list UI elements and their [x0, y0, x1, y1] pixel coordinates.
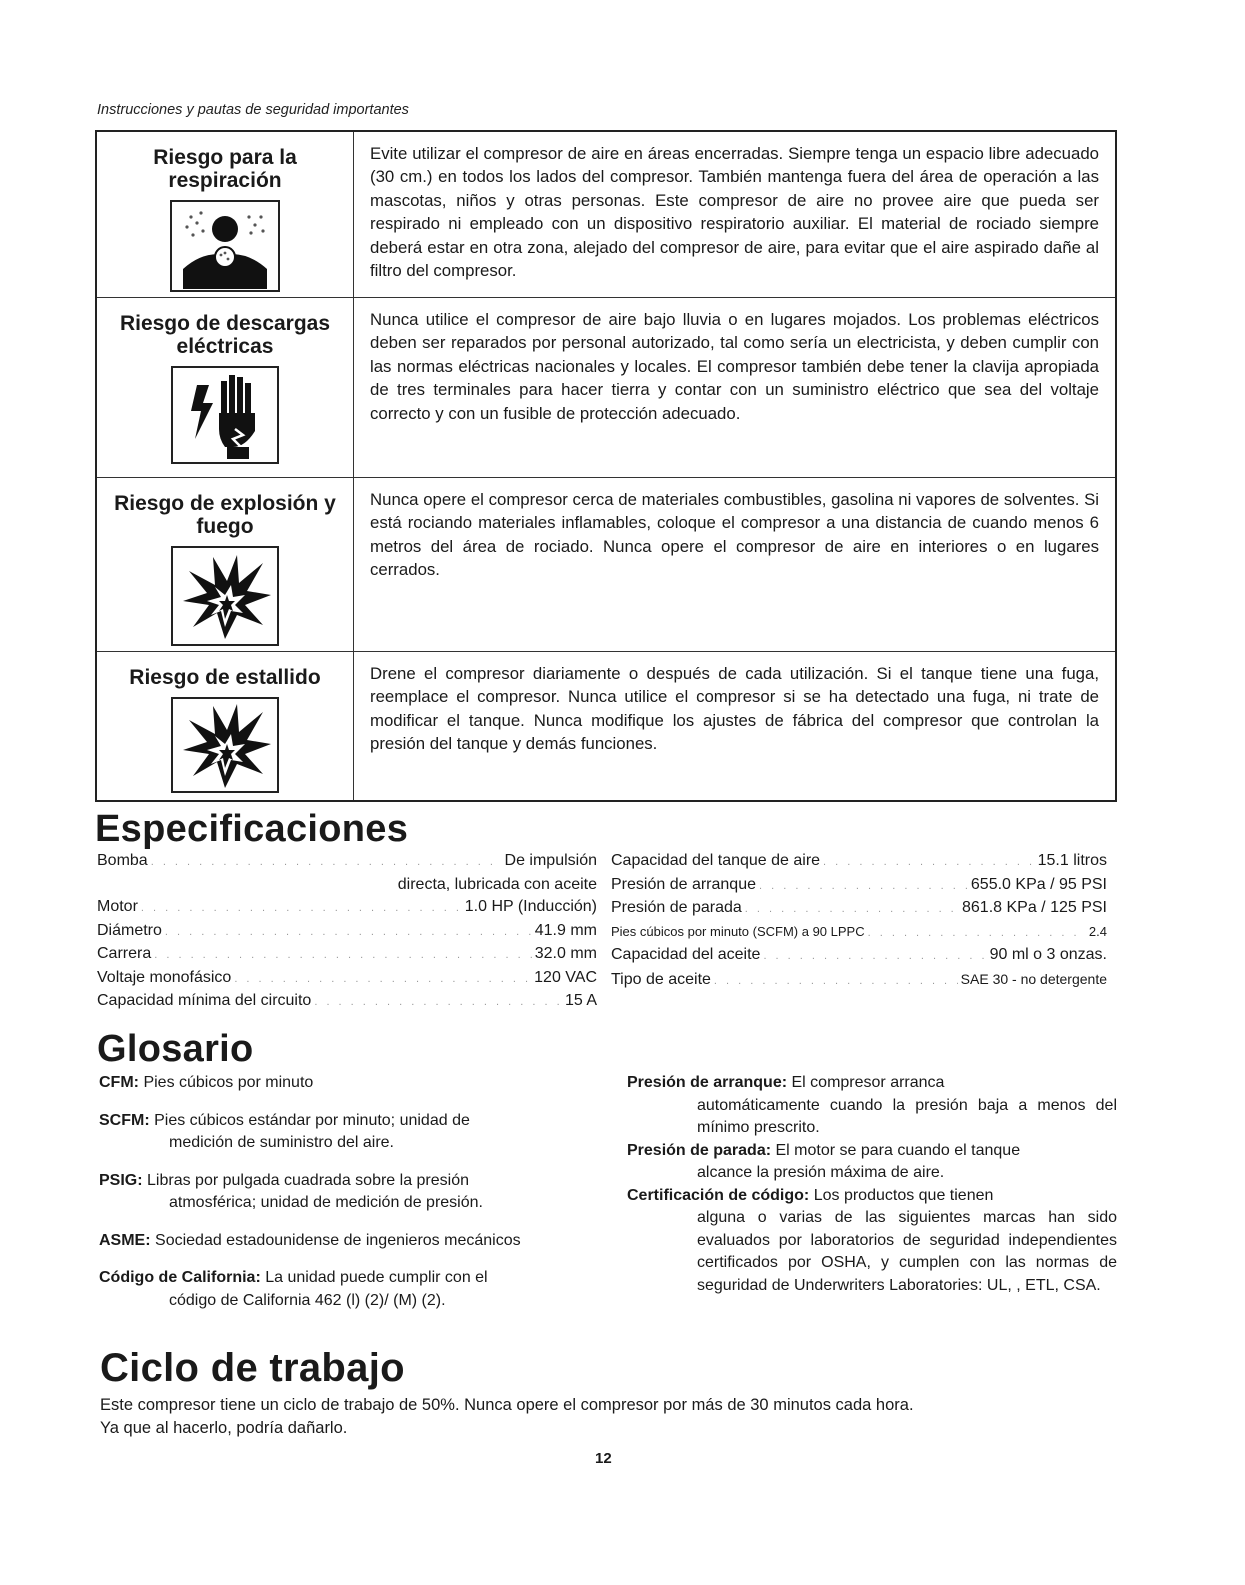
duty-cycle-text: [100, 1394, 1120, 1440]
hazard-row-explosion: [97, 478, 1115, 652]
specs-title: Especificaciones: [95, 808, 409, 850]
hazard-title: Riesgo de descargas eléctricas: [119, 312, 331, 358]
page-number: 12: [595, 1450, 612, 1467]
spec-row: Voltaje monofásico . . . 120 VAC: [97, 967, 597, 991]
hazard-cell-left: [97, 298, 354, 477]
hazard-cell-left: [97, 132, 354, 297]
hazard-row-electric: [97, 298, 1115, 478]
duty-line: Este compresor tiene un ciclo de trabajo de 50%. Nunca opere el compresor por más de 30 minutos cada hora.: [100, 1396, 914, 1414]
hazard-text: Evite utilizar el compresor de aire en áreas encerradas. Siempre tenga un espacio libre adecuado (30 cm.) en todos los lados del compresor. También mantenga fuera del área de operación a las mascotas, niños y otras personas. Este compresor de aire no provee aire que pueda ser respirado ni empleado con un dispositivo respiratorio auxiliar. El material de rociado siempre deberá estar en otra zona, alejado del compresor de aire, para evitar que el aire aspirado dañe al filtro del compresor.: [370, 144, 1099, 281]
glossary-item: Presión de parada: El motor se para cuando el tanque alcance la presión máxima de aire.: [627, 1141, 1021, 1181]
hazard-row-burst: [97, 652, 1115, 800]
glossary-item: SCFM: Pies cúbicos estándar por minuto; unidad de medición de suministro del aire.: [99, 1111, 470, 1151]
spec-row: Capacidad mínima del circuito . . . 15 A: [97, 990, 597, 1014]
spec-row: Tipo de aceite . . . SAE 30 - no detergente: [611, 968, 1107, 993]
glossary-item: Certificación de código: Los productos que tienen alguna o varias de las siguientes marcas han sido evaluados por laboratorios de seguridad independientes certificados por OSHA, y cumplen con las normas de seguridad de Underwriters Laboratories: UL, , ETL, CSA.: [627, 1186, 1117, 1294]
hazard-text: Nunca opere el compresor cerca de materiales combustibles, gasolina ni vapores de solventes. Si está rociando materiales inflamables, coloque el compresor a una distancia de cuando menos 6 metros del área de rociado. Nunca opere el compresor de aire en interiores o en lugares cerrados.: [370, 490, 1099, 580]
glossary-item: CFM: Pies cúbicos por minuto: [99, 1074, 314, 1091]
hazard-cell-left: [97, 652, 354, 800]
spec-row: Presión de parada . . . 861.8 KPa / 125 PSI: [611, 897, 1107, 921]
spec-row: Diámetro . . . 41.9 mm: [97, 920, 597, 944]
explosion-icon: [171, 546, 279, 646]
spec-continuation: directa, lubricada con aceite: [397, 875, 597, 893]
hazard-text: Drene el compresor diariamente o después de cada utilización. Si el tanque tiene una fuga, reemplace el compresor. Nunca utilice el compresor si se ha detectado una fuga, ni trate de modificar el tanque. Nunca modifique los ajustes de fábrica del compresor que controlan la presión del tanque y demás funciones.: [370, 664, 1099, 754]
hazard-row-respiration: [97, 132, 1115, 298]
specs-right-column: [611, 850, 1107, 992]
burst-icon: [171, 697, 279, 793]
spec-row: Carrera . . . 32.0 mm: [97, 943, 597, 967]
glossary-title: Glosario: [97, 1028, 254, 1070]
spec-row: Bomba . . . De impulsión: [97, 850, 597, 874]
hazard-text: Nunca utilice el compresor de aire bajo lluvia o en lugares mojados. Los problemas eléctricos deben ser reparados por personal autorizado, tal como sería un electricista, y deben cumplir con las normas eléctricas nacionales y locales. El compresor también debe tener la clavija apropiada de tres terminales para hacer tierra y contar con un suministro eléctrico que sea del voltaje correcto y con un fusible de protección adecuado.: [370, 310, 1099, 423]
hazard-title: Riesgo de explosión y fuego: [114, 492, 336, 538]
duty-cycle-title: Ciclo de trabajo: [100, 1346, 405, 1390]
spec-row: Presión de arranque . . . 655.0 KPa / 95 PSI: [611, 874, 1107, 898]
hazard-table: [95, 130, 1117, 802]
spec-row: Capacidad del tanque de aire . . . 15.1 litros: [611, 850, 1107, 874]
hazard-title: Riesgo para la respiración: [153, 146, 297, 192]
glossary-item: ASME: Sociedad estadounidense de ingenieros mecánicos: [99, 1231, 521, 1249]
header-note: Instrucciones y pautas de seguridad importantes: [97, 102, 409, 118]
respiratory-hazard-icon: [170, 200, 280, 292]
electric-shock-icon: [171, 366, 279, 464]
glossary-item: Presión de arranque: El compresor arranca automáticamente cuando la presión baja a menos del mínimo prescrito.: [627, 1074, 1117, 1136]
specs-left-column: [97, 850, 597, 1014]
spec-row: Pies cúbicos por minuto (SCFM) a 90 LPPC . . . 2.4: [611, 921, 1107, 945]
glossary-item: Código de California: La unidad puede cumplir con el código de California 462 (l) (2)/ (M) (2).: [99, 1269, 488, 1309]
hazard-title: Riesgo de estallido: [129, 666, 321, 689]
glossary-right-column: [627, 1072, 1117, 1297]
glossary-item: PSIG: Libras por pulgada cuadrada sobre la presión atmosférica; unidad de medición de presión.: [99, 1171, 483, 1211]
spec-row: Motor . . . 1.0 HP (Inducción): [97, 896, 597, 920]
spec-row: Capacidad del aceite . . . 90 ml o 3 onzas.: [611, 944, 1107, 968]
duty-line: Ya que al hacerlo, podría dañarlo.: [100, 1419, 348, 1437]
glossary-left-column: [99, 1072, 599, 1327]
hazard-cell-left: [97, 478, 354, 651]
